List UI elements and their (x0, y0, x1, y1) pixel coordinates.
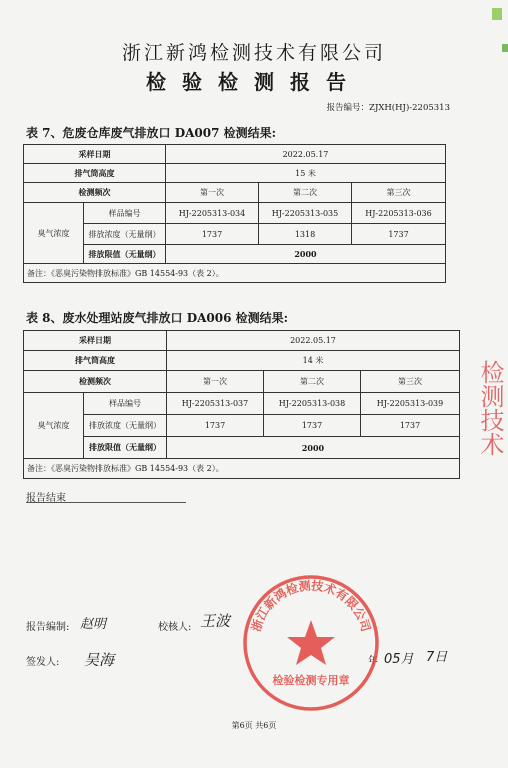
cell-sample: HJ-2205313-038 (264, 393, 361, 415)
cell-label: 采样日期 (24, 145, 166, 164)
cell-limit: 2000 (167, 437, 460, 459)
cell-freq: 第二次 (259, 183, 352, 203)
cell-label: 检测频次 (24, 371, 167, 393)
end-divider (26, 502, 186, 503)
cell-parameter: 臭气浓度 (24, 203, 84, 264)
prepared-label: 报告编制: (26, 622, 70, 633)
stamp-bottom-text: 检验检测专用章 (272, 674, 350, 687)
cell-conc: 1737 (264, 415, 361, 437)
stamp-star-icon (287, 620, 335, 665)
table8 (23, 330, 460, 479)
table8-row-sample (24, 393, 460, 415)
cell-label: 检测频次 (24, 183, 166, 203)
cell-limit: 2000 (166, 245, 446, 264)
cell-sample: HJ-2205313-037 (167, 393, 264, 415)
cell-conc: 1737 (352, 224, 446, 245)
report-end: 报告结束 (26, 493, 66, 504)
page-footer: 第6页 共6页 (231, 721, 277, 730)
cell-freq: 第三次 (361, 371, 460, 393)
report-number: 报告编号：ZJXH(HJ)-2205313 (326, 103, 450, 113)
table7-row-sample (24, 203, 446, 224)
cell-value: 2022.05.17 (167, 331, 460, 351)
table7-title: 表 7、危废仓库废气排放口 DA007 检测结果: (26, 126, 277, 140)
table7 (23, 144, 446, 283)
corner-mark (492, 8, 502, 20)
cell-conc: 1737 (167, 415, 264, 437)
cell-label: 排放限值（无量纲） (84, 437, 167, 459)
date-day: 7日 (426, 650, 448, 665)
cell-label: 排气筒高度 (24, 164, 166, 183)
table7-row-height (24, 164, 446, 183)
table7-row-note (24, 264, 446, 283)
cell-label: 排放浓度（无量纲） (84, 224, 166, 245)
company-name: 浙江新鸿检测技术有限公司 (121, 42, 386, 64)
cell-conc: 1318 (259, 224, 352, 245)
approved-label: 签发人: (26, 657, 60, 668)
table7-row-limit (24, 245, 446, 264)
cell-label: 采样日期 (24, 331, 167, 351)
table8-title: 表 8、废水处理站废气排放口 DA006 检测结果: (26, 311, 289, 325)
cell-sample: HJ-2205313-034 (166, 203, 259, 224)
cell-parameter: 臭气浓度 (24, 393, 84, 459)
table7-row-freq (24, 183, 446, 203)
cell-sample: HJ-2205313-036 (352, 203, 446, 224)
table8-row-conc (24, 415, 460, 437)
cell-sample: HJ-2205313-035 (259, 203, 352, 224)
table8-row-limit (24, 437, 460, 459)
table7-row-date (24, 145, 446, 164)
table8-row-height (24, 351, 460, 371)
cell-note: 备注：《恶臭污染物排放标准》GB 14554-93（表 2）。 (24, 459, 460, 479)
checked-label: 校核人: (158, 622, 192, 633)
official-stamp (240, 572, 382, 714)
cell-label: 排气筒高度 (24, 351, 167, 371)
cell-freq: 第三次 (352, 183, 446, 203)
cell-freq: 第二次 (264, 371, 361, 393)
prepared-signature: 赵明 (80, 617, 107, 632)
cell-label: 排放限值（无量纲） (84, 245, 166, 264)
date-year: 年 (368, 656, 378, 667)
cell-value: 15 米 (166, 164, 446, 183)
checked-signature: 王波 (200, 612, 231, 630)
cell-conc: 1737 (361, 415, 460, 437)
edge-stamp-fragment: 检测技术 (476, 360, 504, 456)
cell-freq: 第一次 (167, 371, 264, 393)
cell-note: 备注：《恶臭污染物排放标准》GB 14554-93（表 2）。 (24, 264, 446, 283)
table8-row-date (24, 331, 460, 351)
report-title: 检验检测报告 (146, 70, 362, 94)
cell-sample: HJ-2205313-039 (361, 393, 460, 415)
stamp-arc-text: 浙江新鸿检测技术有限公司 (248, 578, 374, 634)
cell-label: 排放浓度（无量纲） (84, 415, 167, 437)
cell-label: 样品编号 (84, 393, 167, 415)
cell-conc: 1737 (166, 224, 259, 245)
table8-row-note (24, 459, 460, 479)
cell-freq: 第一次 (166, 183, 259, 203)
table7-row-conc (24, 224, 446, 245)
cell-label: 样品编号 (84, 203, 166, 224)
cell-value: 14 米 (167, 351, 460, 371)
date-month: 05月 (384, 652, 414, 667)
table8-row-freq (24, 371, 460, 393)
approved-signature: 吴海 (84, 651, 115, 669)
cell-value: 2022.05.17 (166, 145, 446, 164)
